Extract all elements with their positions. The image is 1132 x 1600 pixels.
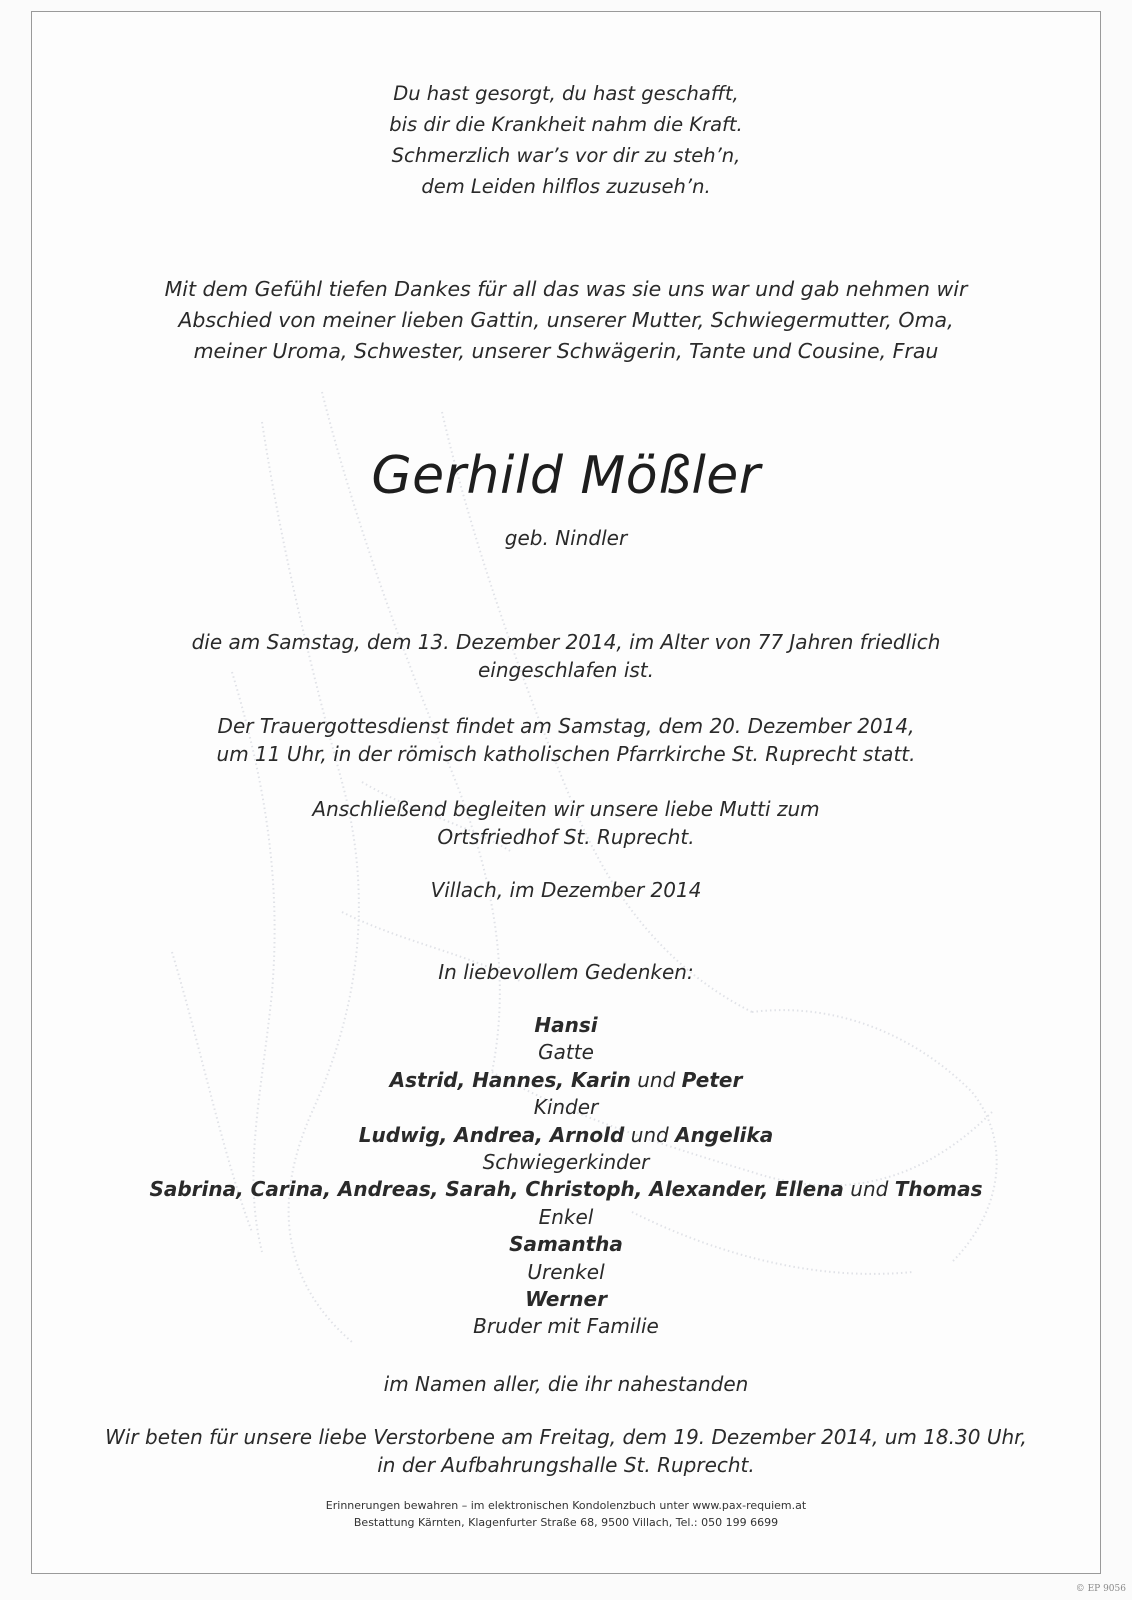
mourner-name: Christoph xyxy=(525,1177,635,1202)
death-notice xyxy=(32,628,1100,684)
relation-label: Bruder mit Familie xyxy=(473,1314,659,1339)
on-behalf-line: im Namen aller, die ihr nahestanden xyxy=(383,1372,749,1396)
poem-line: Du hast gesorgt, du hast geschafft, xyxy=(393,82,739,105)
mourner-name: Samantha xyxy=(509,1232,623,1257)
mourner-name: Ludwig xyxy=(358,1122,440,1147)
poem-line: Schmerzlich war’s vor dir zu steh’n, xyxy=(391,144,741,167)
death-line: die am Samstag, dem 13. Dezember 2014, im Alter von 77 Jahren friedlich xyxy=(191,630,941,654)
footer-line: Erinnerungen bewahren – im elektronischen Kondolenzbuch unter www.pax-requiem.at xyxy=(325,1499,807,1512)
conjunction: und xyxy=(630,1122,669,1147)
farewell-intro xyxy=(32,274,1100,367)
poem xyxy=(32,78,1100,202)
footer-line: Bestattung Kärnten, Klagenfurter Straße 68, 9500 Villach, Tel.: 050 199 6699 xyxy=(353,1516,779,1529)
mourner-name: Angelika xyxy=(675,1122,774,1147)
obituary-card xyxy=(31,11,1101,1574)
relation-label: Kinder xyxy=(533,1095,599,1120)
mourner-name: Alexander xyxy=(649,1177,761,1202)
service-line: um 11 Uhr, in der römisch katholischen Pfarrkirche St. Ruprecht statt. xyxy=(216,742,916,766)
mourner-names xyxy=(32,1012,1100,1039)
poem-line: bis dir die Krankheit nahm die Kraft. xyxy=(389,113,743,136)
burial-notice xyxy=(32,795,1100,851)
relation-label: Enkel xyxy=(538,1204,594,1229)
prayer-line: in der Aufbahrungshalle St. Ruprecht. xyxy=(377,1453,755,1477)
relation-label: Gatte xyxy=(538,1040,594,1065)
mourner-name: Carina xyxy=(250,1177,324,1202)
mourner-name: Karin xyxy=(570,1067,631,1092)
mourner-name: Andrea xyxy=(454,1122,536,1147)
memory-heading: In liebevollem Gedenken: xyxy=(438,960,694,984)
conjunction: und xyxy=(637,1067,676,1092)
obituary-text xyxy=(32,12,1100,1573)
funeral-service xyxy=(32,712,1100,768)
mourner-name: Hannes xyxy=(472,1067,557,1092)
mourner-name: Andreas xyxy=(337,1177,431,1202)
intro-line: Mit dem Gefühl tiefen Dankes für all das was sie uns war und gab nehmen wir xyxy=(164,277,968,301)
place-date: Villach, im Dezember 2014 xyxy=(430,878,702,902)
mourner-names: Sabrina, Carina, Andreas, Sarah, Christoph, Alexander, Ellena und Thomas xyxy=(149,1177,983,1202)
mourner-name: Peter xyxy=(681,1067,743,1092)
death-line: eingeschlafen ist. xyxy=(478,658,654,682)
conjunction: und xyxy=(850,1177,889,1202)
mourner-names: Astrid, Hannes, Karin und Peter xyxy=(389,1067,743,1092)
mourner-name: Thomas xyxy=(894,1177,983,1202)
service-line: Der Trauergottesdienst findet am Samstag, dem 20. Dezember 2014, xyxy=(217,714,915,738)
mourners-list xyxy=(32,1012,1100,1341)
relation-label: Urenkel xyxy=(527,1259,605,1284)
mourner-name: Hansi xyxy=(534,1013,598,1037)
footer xyxy=(32,1497,1100,1531)
burial-line: Ortsfriedhof St. Ruprecht. xyxy=(437,825,695,849)
mourner-name: Werner xyxy=(525,1287,607,1312)
relation-label: Schwiegerkinder xyxy=(482,1150,650,1175)
prayer-line: Wir beten für unsere liebe Verstorbene am Freitag, dem 19. Dezember 2014, um 18.30 Uhr, xyxy=(105,1425,1027,1449)
birth-name: geb. Nindler xyxy=(504,526,628,550)
mourner-name: Sarah xyxy=(445,1177,511,1202)
mourner-names: Ludwig, Andrea, Arnold und Angelika xyxy=(358,1122,774,1147)
mourner-name: Ellena xyxy=(775,1177,844,1202)
mourner-names xyxy=(32,1286,1100,1313)
mourner-name: Astrid xyxy=(389,1067,458,1092)
mourner-names xyxy=(32,1231,1100,1258)
poem-line: dem Leiden hilflos zuzuseh’n. xyxy=(421,175,711,198)
mourner-name: Sabrina xyxy=(149,1177,237,1202)
burial-line: Anschließend begleiten wir unsere liebe Mutti zum xyxy=(312,797,820,821)
deceased-name: Gerhild Mößler xyxy=(371,446,761,506)
prayer-notice xyxy=(32,1423,1100,1479)
intro-line: Abschied von meiner lieben Gattin, unserer Mutter, Schwiegermutter, Oma, xyxy=(178,308,954,332)
mourner-name: Arnold xyxy=(549,1122,625,1147)
print-code: © EP 9056 xyxy=(1075,1584,1126,1594)
intro-line: meiner Uroma, Schwester, unserer Schwägerin, Tante und Cousine, Frau xyxy=(193,339,939,363)
